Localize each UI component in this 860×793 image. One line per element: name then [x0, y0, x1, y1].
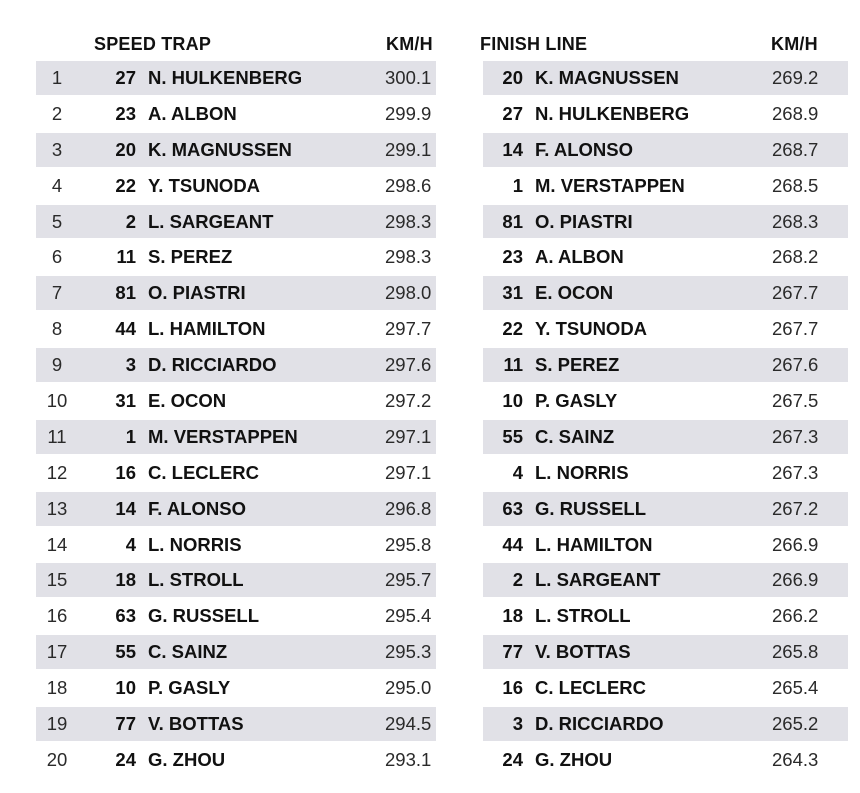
speed-trap-car-number: 16 [115, 461, 136, 483]
position-cell: 9 [51, 354, 63, 376]
finish-line-car-number: 22 [502, 318, 523, 340]
speed-trap-speed: 297.2 [385, 390, 432, 412]
finish-line-driver-name: P. GASLY [535, 390, 618, 412]
table-row [36, 383, 848, 419]
table-row [36, 491, 848, 527]
speed-trap-driver-name: V. BOTTAS [148, 713, 244, 735]
table-row [36, 204, 848, 240]
finish-line-speed: 265.8 [772, 641, 819, 663]
finish-line-speed: 268.2 [772, 246, 819, 268]
speed-trap-driver-name: P. GASLY [148, 677, 231, 699]
speed-trap-speed: 295.0 [385, 677, 432, 699]
finish-line-driver-name: V. BOTTAS [535, 641, 631, 663]
finish-line-speed: 267.5 [772, 390, 819, 412]
finish-line-car-number: 3 [512, 713, 523, 735]
speed-trap-speed: 298.3 [385, 210, 432, 232]
header-row [36, 28, 848, 60]
speed-trap-speed: 299.1 [385, 138, 432, 160]
table-row [36, 419, 848, 455]
finish-line-car-number: 81 [502, 210, 523, 232]
table-row [36, 634, 848, 670]
speed-trap-driver-name: L. HAMILTON [148, 318, 266, 340]
speed-trap-driver-name: L. NORRIS [148, 533, 242, 555]
finish-line-driver-name: O. PIASTRI [535, 210, 633, 232]
finish-line-speed: 267.3 [772, 425, 819, 447]
finish-line-car-number: 31 [502, 282, 523, 304]
finish-line-car-number: 44 [502, 533, 523, 555]
speed-trap-speed: 295.8 [385, 533, 432, 555]
finish-line-driver-name: G. RUSSELL [535, 497, 647, 519]
table-row [36, 311, 848, 347]
speed-trap-speed: 297.1 [385, 425, 432, 447]
speed-trap-driver-name: A. ALBON [148, 102, 237, 124]
speed-trap-speed: 299.9 [385, 102, 432, 124]
speed-trap-car-number: 14 [115, 497, 136, 519]
finish-line-driver-name: L. NORRIS [535, 461, 629, 483]
table-row [36, 60, 848, 96]
speed-trap-driver-name: G. ZHOU [148, 748, 226, 770]
speed-trap-driver-name: O. PIASTRI [148, 282, 246, 304]
speed-trap-driver-name: S. PEREZ [148, 246, 233, 268]
speed-trap-car-number: 81 [115, 282, 136, 304]
finish-line-car-number: 24 [502, 748, 523, 770]
finish-line-driver-name: C. SAINZ [535, 425, 615, 447]
speed-trap-car-number: 55 [115, 641, 136, 663]
position-cell: 12 [46, 461, 68, 483]
speed-trap-car-number: 24 [115, 748, 136, 770]
finish-line-speed: 267.6 [772, 354, 819, 376]
position-cell: 17 [46, 641, 68, 663]
speed-trap-speed: 298.0 [385, 282, 432, 304]
table-row [36, 742, 848, 778]
finish-line-speed: 266.2 [772, 605, 819, 627]
finish-line-speed: 266.9 [772, 569, 819, 591]
row-band-speed-trap [36, 635, 436, 669]
finish-line-speed: 269.2 [772, 67, 819, 88]
speed-trap-driver-name: D. RICCIARDO [148, 354, 277, 376]
table-row [36, 670, 848, 706]
table-row [36, 562, 848, 598]
speed-trap-driver-name: M. VERSTAPPEN [148, 425, 298, 447]
finish-line-speed: 266.9 [772, 533, 819, 555]
speed-trap-speed: 297.6 [385, 354, 432, 376]
position-cell: 10 [46, 390, 68, 412]
finish-line-driver-name: G. ZHOU [535, 748, 613, 770]
position-cell: 1 [51, 67, 63, 88]
speed-trap-driver-name: L. SARGEANT [148, 210, 274, 232]
finish-line-speed: 267.7 [772, 282, 819, 304]
speed-trap-car-number: 2 [125, 210, 136, 232]
speed-trap-heading: SPEED TRAP [94, 34, 212, 54]
finish-line-car-number: 27 [502, 102, 523, 124]
finish-line-car-number: 1 [512, 174, 523, 196]
speed-trap-car-number: 10 [115, 677, 136, 699]
table-row [36, 96, 848, 132]
speed-trap-speed: 296.8 [385, 497, 432, 519]
finish-line-car-number: 77 [502, 641, 523, 663]
row-band-speed-trap [36, 240, 436, 274]
finish-line-car-number: 20 [502, 67, 523, 88]
speed-trap-speed: 295.7 [385, 569, 432, 591]
speed-trap-driver-name: F. ALONSO [148, 497, 246, 519]
speed-trap-car-number: 20 [115, 138, 136, 160]
position-cell: 20 [46, 748, 68, 770]
speed-trap-driver-name: E. OCON [148, 390, 227, 412]
position-cell: 13 [46, 497, 68, 519]
speed-trap-car-number: 4 [125, 533, 136, 555]
position-cell: 18 [46, 677, 68, 699]
speed-trap-car-number: 31 [115, 390, 136, 412]
finish-line-driver-name: N. HULKENBERG [535, 102, 690, 124]
row-band-speed-trap [36, 671, 436, 705]
speed-trap-driver-name: G. RUSSELL [148, 605, 260, 627]
table-row [36, 598, 848, 634]
speed-trap-driver-name: L. STROLL [148, 569, 244, 591]
speed-trap-car-number: 18 [115, 569, 136, 591]
finish-line-speed: 267.2 [772, 497, 819, 519]
speed-trap-car-number: 11 [116, 246, 136, 268]
speed-trap-car-number: 44 [115, 318, 136, 340]
speed-trap-driver-name: C. SAINZ [148, 641, 228, 663]
finish-line-speed: 268.3 [772, 210, 819, 232]
speed-trap-speed: 300.1 [385, 67, 432, 88]
finish-line-driver-name: Y. TSUNODA [535, 318, 648, 340]
speed-trap-car-number: 23 [115, 102, 136, 124]
row-band-speed-trap [36, 384, 436, 418]
finish-line-heading: FINISH LINE [480, 34, 588, 54]
table-row [36, 239, 848, 275]
table-row [36, 455, 848, 491]
speed-trap-unit-heading: KM/H [386, 34, 433, 54]
speed-trap-car-number: 77 [115, 713, 136, 735]
finish-line-driver-name: E. OCON [535, 282, 614, 304]
finish-line-speed: 267.3 [772, 461, 819, 483]
speed-trap-speed: 295.4 [385, 605, 432, 627]
finish-line-driver-name: L. SARGEANT [535, 569, 661, 591]
finish-line-car-number: 14 [502, 138, 523, 160]
finish-line-car-number: 2 [512, 569, 523, 591]
finish-line-car-number: 4 [512, 461, 523, 483]
finish-line-car-number: 23 [502, 246, 523, 268]
speed-trap-driver-name: C. LECLERC [148, 461, 259, 483]
speed-trap-driver-name: K. MAGNUSSEN [148, 138, 292, 160]
table-row [36, 275, 848, 311]
position-cell: 15 [46, 569, 68, 591]
position-cell: 8 [51, 318, 63, 340]
speed-trap-driver-name: N. HULKENBERG [148, 67, 303, 88]
position-cell: 5 [51, 210, 63, 232]
finish-line-driver-name: D. RICCIARDO [535, 713, 664, 735]
finish-line-speed: 265.4 [772, 677, 819, 699]
position-cell: 14 [46, 533, 68, 555]
finish-line-speed: 265.2 [772, 713, 819, 735]
finish-line-driver-name: C. LECLERC [535, 677, 646, 699]
finish-line-car-number: 18 [502, 605, 523, 627]
finish-line-speed: 268.5 [772, 174, 819, 196]
speed-trap-driver-name: Y. TSUNODA [148, 174, 261, 196]
speed-trap-car-number: 27 [115, 67, 136, 88]
table-row [36, 347, 848, 383]
table-row [36, 706, 848, 742]
finish-line-driver-name: K. MAGNUSSEN [535, 67, 679, 88]
finish-line-driver-name: L. STROLL [535, 605, 631, 627]
speed-trap-speed: 297.7 [385, 318, 432, 340]
speed-trap-speed: 293.1 [385, 748, 432, 770]
position-cell: 16 [46, 605, 68, 627]
finish-line-speed: 267.7 [772, 318, 819, 340]
finish-line-driver-name: F. ALONSO [535, 138, 633, 160]
speed-trap-car-number: 1 [125, 425, 136, 447]
finish-line-car-number: 63 [502, 497, 523, 519]
speed-trap-car-number: 63 [115, 605, 136, 627]
finish-line-car-number: 55 [502, 425, 523, 447]
speed-trap-speed: 298.3 [385, 246, 432, 268]
table-body [36, 60, 848, 778]
finish-line-speed: 264.3 [772, 748, 819, 770]
speed-trap-car-number: 22 [115, 174, 136, 196]
position-cell: 3 [51, 138, 63, 160]
table-row [36, 527, 848, 563]
speed-trap-car-number: 3 [125, 354, 136, 376]
position-cell: 11 [47, 425, 67, 447]
finish-line-unit-heading: KM/H [771, 34, 818, 54]
finish-line-speed: 268.9 [772, 102, 819, 124]
position-cell: 7 [51, 282, 63, 304]
position-cell: 4 [51, 174, 63, 196]
finish-line-driver-name: A. ALBON [535, 246, 624, 268]
finish-line-car-number: 11 [503, 354, 523, 376]
finish-line-car-number: 10 [502, 390, 523, 412]
finish-line-driver-name: L. HAMILTON [535, 533, 653, 555]
finish-line-driver-name: S. PEREZ [535, 354, 620, 376]
speed-trap-speed: 294.5 [385, 713, 432, 735]
speed-trap-speed: 298.6 [385, 174, 432, 196]
position-cell: 19 [46, 713, 68, 735]
row-band-speed-trap [36, 743, 436, 777]
table-row [36, 168, 848, 204]
finish-line-speed: 268.7 [772, 138, 819, 160]
position-cell: 2 [51, 102, 63, 124]
table-row [36, 132, 848, 168]
speed-table [36, 28, 848, 778]
speed-trap-speed: 297.1 [385, 461, 432, 483]
finish-line-driver-name: M. VERSTAPPEN [535, 174, 685, 196]
finish-line-car-number: 16 [502, 677, 523, 699]
position-cell: 6 [51, 246, 63, 268]
speed-trap-speed: 295.3 [385, 641, 432, 663]
